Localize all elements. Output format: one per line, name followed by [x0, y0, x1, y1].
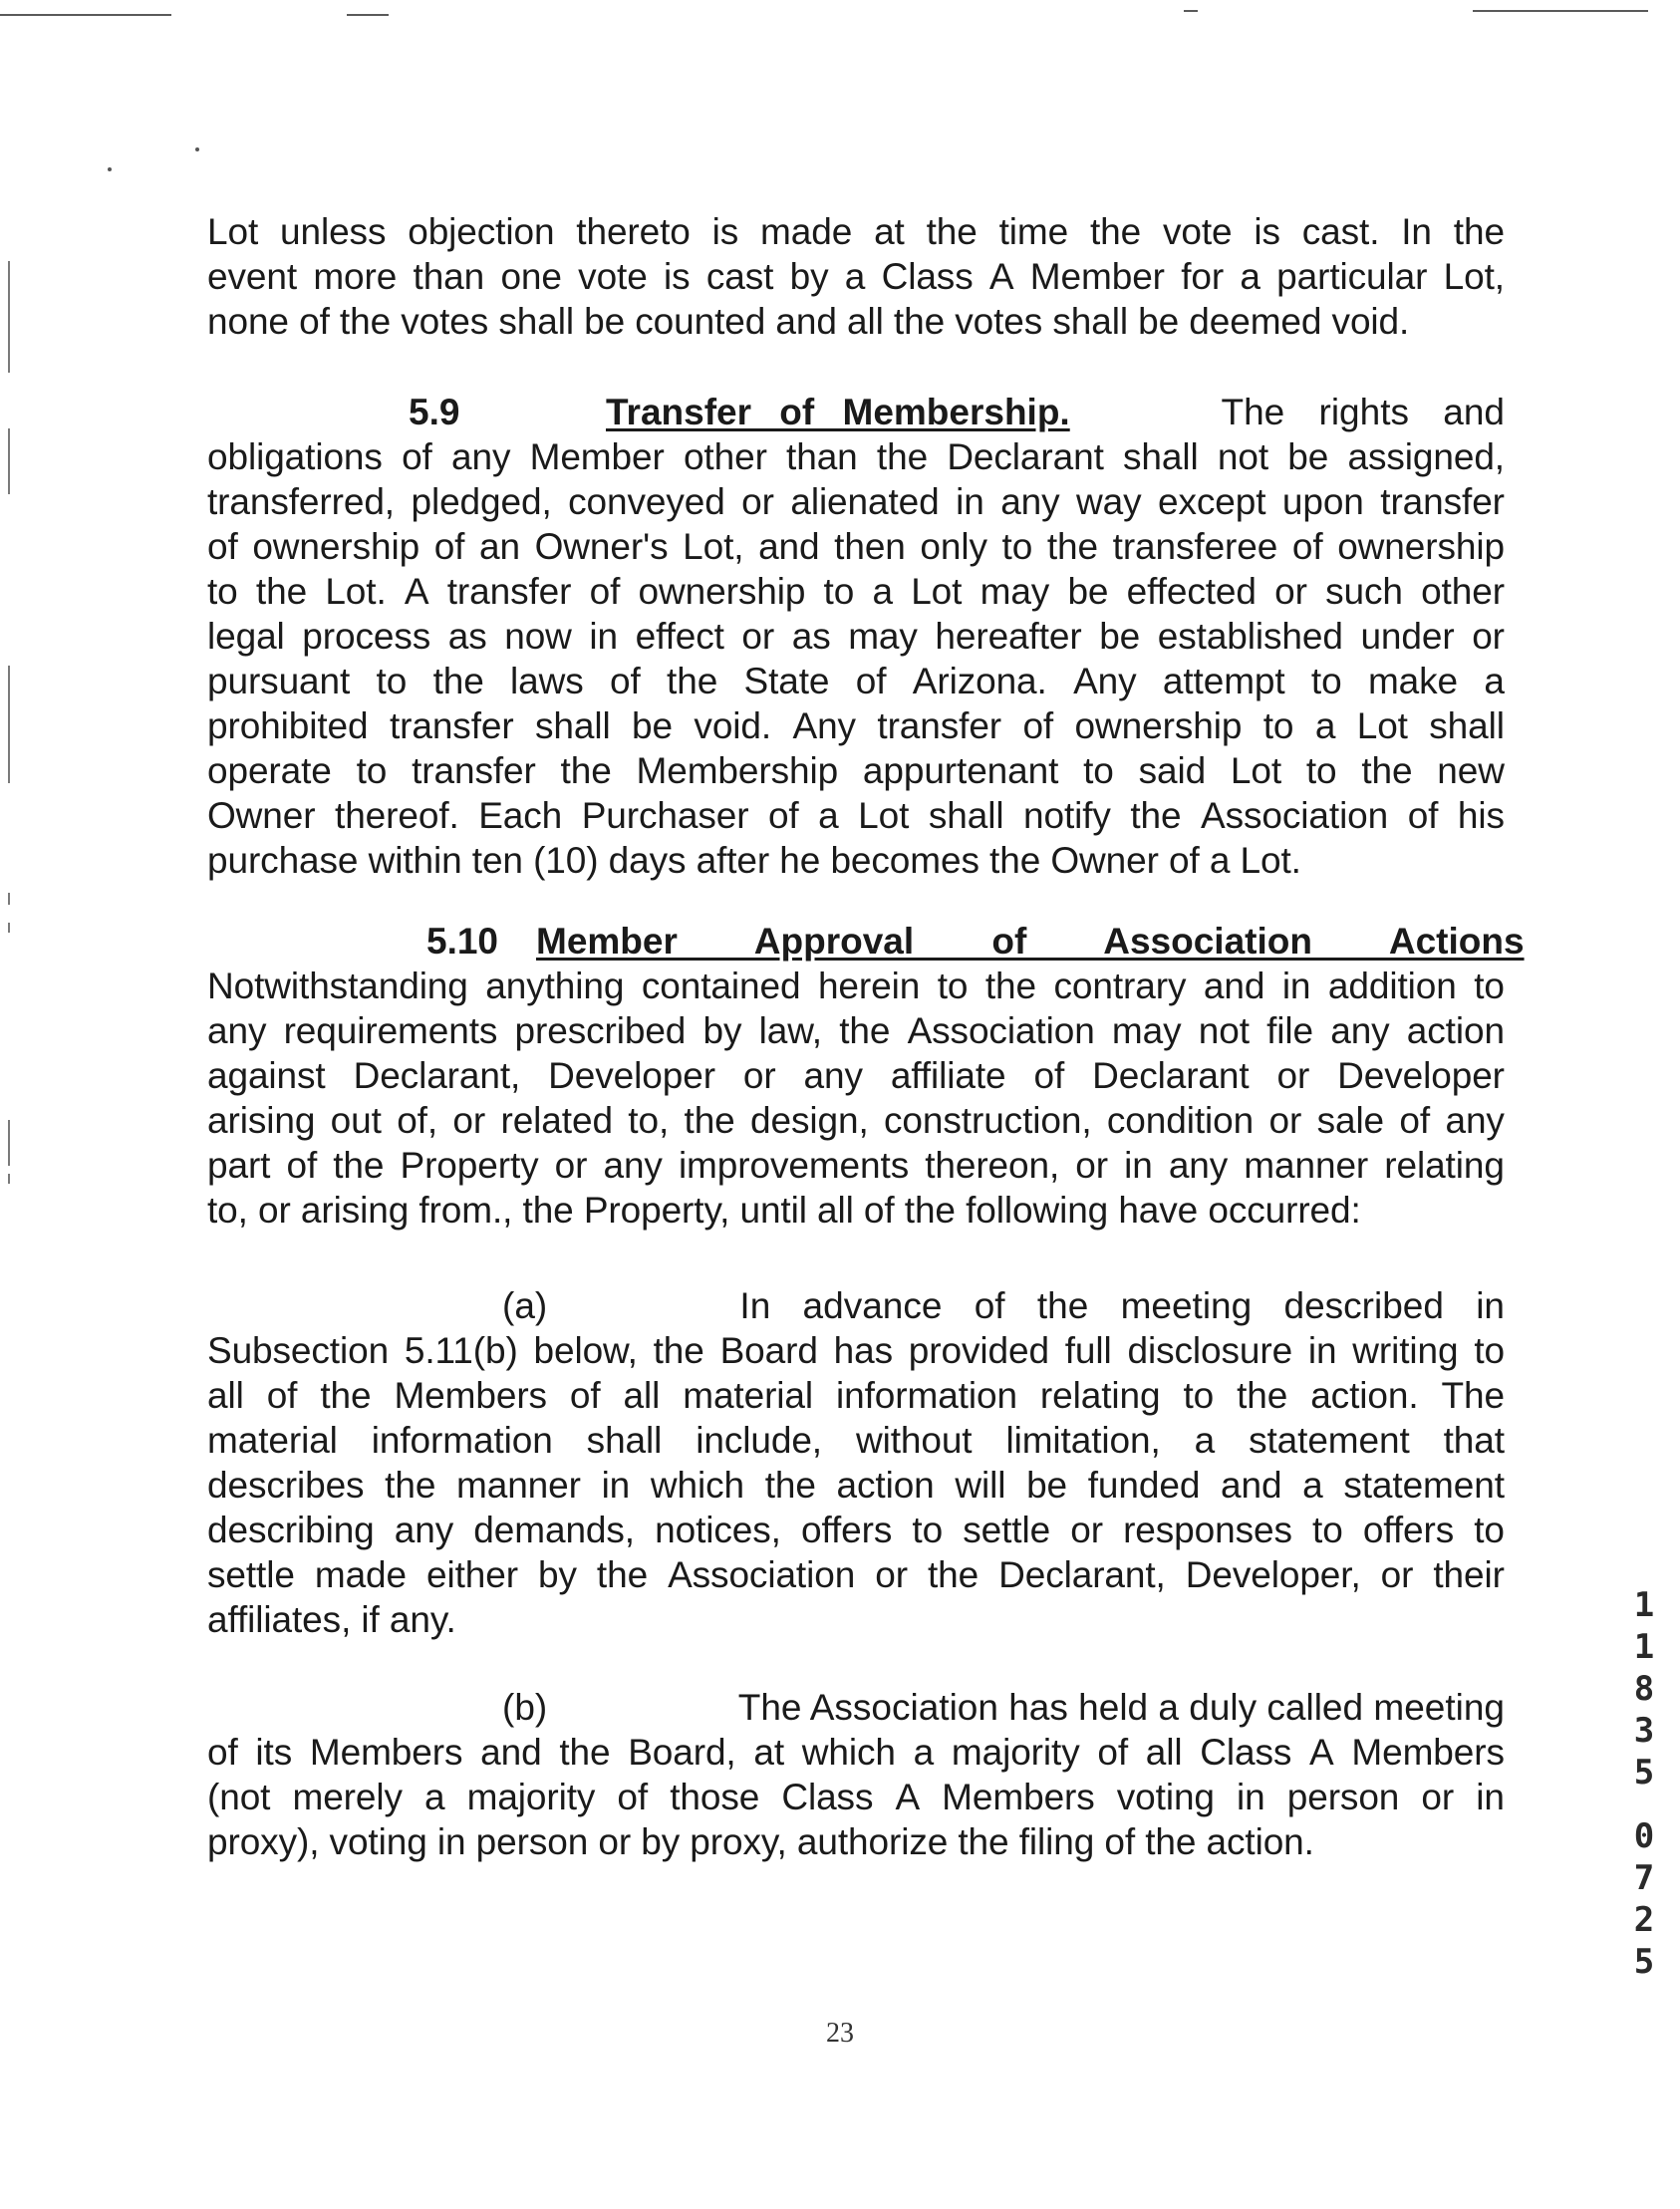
subsection-lead-text: The Association has held a duly called meeting	[737, 1687, 1505, 1728]
paragraph-line: obligations of any Member other than the Declarant shall not be assigned,	[207, 436, 1505, 477]
stamp-digit: 2	[1633, 1900, 1655, 1940]
paragraph-line: transferred, pledged, conveyed or alienated in any way except upon transfer	[207, 481, 1505, 522]
paragraph-line: operate to transfer the Membership appurtenant to said Lot to the new	[207, 750, 1505, 791]
scan-margin-mark	[8, 893, 10, 905]
section-5-10-body	[207, 964, 1505, 1233]
paragraph-line: describing any demands, notices, offers to settle or responses to offers to	[207, 1510, 1505, 1550]
recording-stamp	[1624, 1584, 1664, 1983]
section-5-9-body	[207, 434, 1505, 883]
paragraph-line: none of the votes shall be counted and all the votes shall be deemed void.	[207, 301, 1410, 342]
paragraph-line: proxy), voting in person or by proxy, authorize the filing of the action.	[207, 1821, 1314, 1862]
scan-top-rule	[1184, 10, 1198, 12]
paragraph-line: Notwithstanding anything contained herein to the contrary and in addition to	[207, 966, 1505, 1006]
stamp-digit: 7	[1633, 1858, 1655, 1898]
paragraph-line: material information shall include, without limitation, a statement that	[207, 1420, 1505, 1461]
paragraph-line: any requirements prescribed by law, the Association may not file any action	[207, 1010, 1505, 1051]
scan-margin-mark	[8, 1174, 10, 1184]
subsection-lead-text: In advance of the meeting described in	[739, 1285, 1505, 1326]
page-number: 23	[826, 2018, 854, 2049]
paragraph-line: of ownership of an Owner's Lot, and then only to the transferee of ownership	[207, 526, 1505, 567]
paragraph-line: Owner thereof. Each Purchaser of a Lot shall notify the Association of his	[207, 795, 1505, 836]
stamp-digit: 1	[1633, 1627, 1655, 1667]
scan-top-rule	[1473, 10, 1648, 12]
paragraph-line: legal process as now in effect or as may hereafter be established under or	[207, 616, 1505, 657]
scan-top-rule	[0, 14, 171, 16]
paragraph-line: arising out of, or related to, the design, construction, condition or sale of any	[207, 1100, 1505, 1141]
paragraph-line: to the Lot. A transfer of ownership to a Lot may be effected or such other	[207, 571, 1505, 612]
paragraph-line: part of the Property or any improvements thereon, or in any manner relating	[207, 1145, 1505, 1186]
scan-margin-mark	[8, 666, 10, 783]
subsection-a-lead	[502, 1283, 1505, 1328]
paragraph-line: Lot unless objection thereto is made at the time the vote is cast. In the	[207, 211, 1505, 252]
paragraph-line: all of the Members of all material information relating to the action. The	[207, 1375, 1505, 1416]
paragraph-line: describes the manner in which the action will be funded and a statement	[207, 1465, 1505, 1506]
subsection-b-lead	[502, 1685, 1505, 1730]
section-5-10-heading	[426, 919, 1525, 964]
stamp-digit: 8	[1633, 1669, 1655, 1709]
paragraph-line: event more than one vote is cast by a Class A Member for a particular Lot,	[207, 256, 1505, 297]
stamp-digit: 1	[1633, 1585, 1655, 1625]
paragraph-line: against Declarant, Developer or any affiliate of Declarant or Developer	[207, 1055, 1505, 1096]
paragraph-line: Subsection 5.11(b) below, the Board has provided full disclosure in writing to	[207, 1330, 1505, 1371]
subsection-b-body	[207, 1730, 1505, 1864]
scan-margin-mark	[8, 923, 10, 933]
section-5-9-heading	[409, 390, 1505, 434]
section-title: Member Approval of Association Actions	[536, 921, 1525, 962]
stamp-digit: 5	[1633, 1942, 1655, 1982]
scan-margin-mark	[8, 261, 10, 373]
stamp-digit: 3	[1633, 1711, 1655, 1751]
continuation-paragraph	[207, 209, 1505, 344]
paragraph-line: settle made either by the Association or the Declarant, Developer, or their	[207, 1554, 1505, 1595]
stamp-digit: 5	[1633, 1753, 1655, 1793]
subsection-a-body	[207, 1328, 1505, 1642]
scan-speck	[195, 147, 199, 151]
scan-top-rule	[347, 14, 389, 16]
paragraph-line: pursuant to the laws of the State of Arizona. Any attempt to make a	[207, 661, 1505, 701]
scan-margin-mark	[8, 428, 10, 494]
paragraph-line: affiliates, if any.	[207, 1599, 456, 1640]
section-number: 5.10	[426, 921, 499, 962]
paragraph-line: (not merely a majority of those Class A Members voting in person or in	[207, 1777, 1505, 1817]
stamp-digit: 0	[1633, 1816, 1655, 1856]
scan-speck	[108, 167, 112, 171]
paragraph-line: of its Members and the Board, at which a majority of all Class A Members	[207, 1732, 1505, 1773]
paragraph-line: to, or arising from., the Property, until all of the following have occurred:	[207, 1190, 1361, 1231]
subsection-label: (b)	[502, 1687, 548, 1728]
subsection-label: (a)	[502, 1285, 548, 1326]
section-number: 5.9	[409, 392, 460, 432]
scan-margin-mark	[8, 1120, 10, 1166]
section-lead-text: The rights and	[1221, 392, 1505, 432]
paragraph-line: purchase within ten (10) days after he becomes the Owner of a Lot.	[207, 840, 1301, 881]
paragraph-line: prohibited transfer shall be void. Any transfer of ownership to a Lot shall	[207, 705, 1505, 746]
section-title: Transfer of Membership.	[606, 392, 1070, 432]
